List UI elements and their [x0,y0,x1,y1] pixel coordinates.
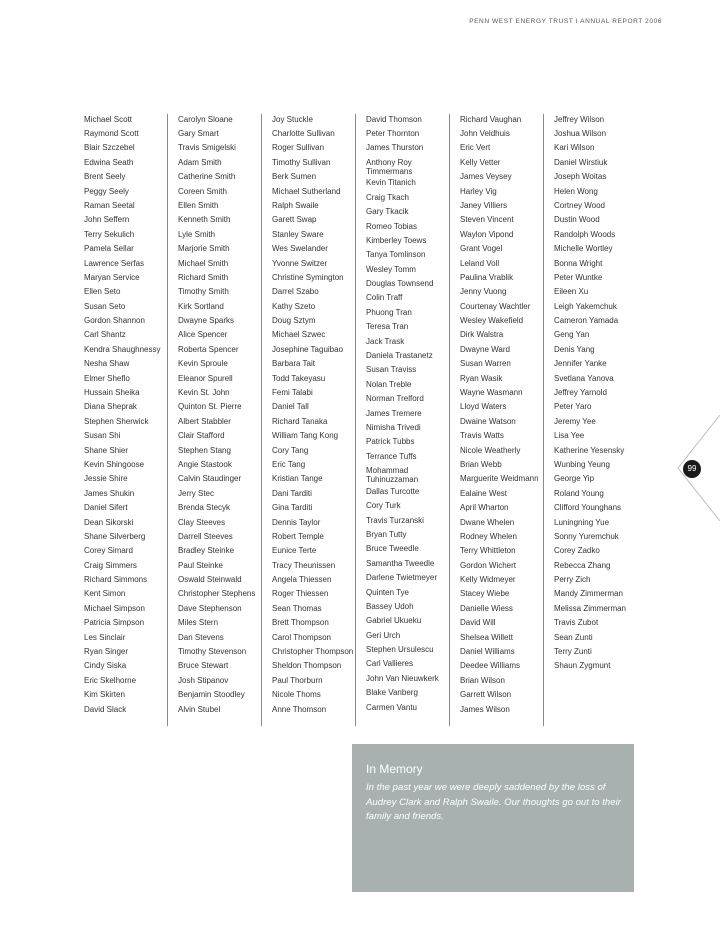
in-memory-box [352,744,634,892]
list-item: Stephen Stang [178,445,231,455]
list-item: Geri Urch [366,630,401,640]
list-item: Mohammad Tuhinuzzaman [366,466,419,485]
list-item: David Thomson [366,114,422,124]
list-item: Terry Sekulich [84,229,135,239]
list-item: Alvin Stubel [178,704,221,714]
list-item: Angie Stastook [178,459,232,469]
list-item: Joseph Woitas [554,172,607,182]
list-item: Travis Watts [460,431,504,441]
list-item: Nesha Shaw [84,359,130,369]
list-item: Sean Zunti [554,632,593,642]
in-memory-text: In the past year we were deeply saddened by the loss of Audrey Clark and Ralph Swaile. Our thoughts go out to their family and friends. [366,782,621,822]
in-memory-title: In Memory [366,762,423,776]
list-item: Jennifer Yanke [554,359,607,369]
list-item: Kevin St. John [178,388,230,398]
list-item: Sheldon Thompson [272,661,342,671]
list-item: Joy Stuckle [272,114,313,124]
list-item: Dean Sikorski [84,517,134,527]
list-item: Josephine Taguibao [272,344,344,354]
list-item: Shelsea Willett [460,632,513,642]
list-item: Barbara Tait [272,359,315,369]
name-list [454,112,547,716]
list-item: Gordon Shannon [84,316,145,326]
list-item: Sonny Yuremchuk [554,531,619,541]
list-item: Jerry Stec [178,488,215,498]
list-item: Clair Stafford [178,431,225,441]
list-item: Geng Yan [554,330,590,340]
list-item: Kimberley Toews [366,235,427,245]
list-item: Oswald Steinwald [178,575,242,585]
list-item: Teresa Tran [366,322,409,332]
list-item: Edwina Seath [84,157,134,167]
list-item: Yvonne Switzer [272,258,328,268]
list-item: Ralph Swaile [272,200,319,210]
list-item: Bonna Wright [554,258,603,268]
list-item: Brian Wilson [460,675,505,685]
list-item: Wesley Wakefield [460,316,524,326]
list-item: Alice Spencer [178,330,228,340]
list-item: Miles Stern [178,618,219,628]
list-item: Eric Tang [272,459,306,469]
list-item: Dallas Turcotte [366,486,420,496]
list-item: Dani Tarditi [272,488,312,498]
list-item: Eunice Terte [272,546,317,556]
list-item: Anne Thomson [272,704,327,714]
list-item: Patricia Simpson [84,618,145,628]
list-item: Dwane Whelen [460,517,515,527]
list-item: Kathy Szeto [272,301,316,311]
list-item: Roger Sullivan [272,143,325,153]
name-column-5 [454,112,547,732]
list-item: Blair Szczebel [84,143,135,153]
name-list [266,112,359,716]
list-item: Daniel Wirstiuk [554,157,608,167]
list-item: Kirk Sortland [178,301,224,311]
list-item: Doug Sztym [272,316,316,326]
list-item: Wayne Wasmann [460,388,523,398]
list-item: Bruce Stewart [178,661,229,671]
list-item: Svetlana Yanova [554,373,614,383]
list-item: Rebecca Zhang [554,560,611,570]
list-item: Patrick Tubbs [366,437,415,447]
list-item: Christopher Thompson [272,647,354,657]
list-item: Kenneth Smith [178,215,231,225]
list-item: Timothy Stevenson [178,647,247,657]
list-item: Joshua Wilson [554,128,607,138]
list-item: Dwayne Ward [460,344,510,354]
list-item: Wesley Tomm [366,264,416,274]
list-item: Angela Thiessen [272,575,332,585]
list-item: Steven Vincent [460,215,514,225]
list-item: Dan Stevens [178,632,224,642]
list-item: Timothy Smith [178,287,229,297]
list-item: Daniel Williams [460,647,515,657]
list-item: Susan Shi [84,431,121,441]
list-item: Quinton St. Pierre [178,402,242,412]
list-item: Travis Turzanski [366,515,424,525]
list-item: Roland Young [554,488,604,498]
list-item: Kent Simon [84,589,126,599]
list-item: April Wharton [460,503,509,513]
list-item: James Tremere [366,408,422,418]
list-item: Darrell Steeves [178,531,233,541]
list-item: Gary Smart [178,128,219,138]
list-item: Peggy Seely [84,186,129,196]
list-item: John Veldhuis [460,128,510,138]
list-item: James Veysey [460,172,512,182]
list-item: Colin Traff [366,293,403,303]
list-item: Michael Szwec [272,330,326,340]
list-item: Lloyd Waters [460,402,507,412]
list-item: Waylon Vipond [460,229,514,239]
list-item: Gabriel Ukueku [366,616,422,626]
list-item: Robert Temple [272,531,324,541]
list-item: Nolan Treble [366,379,412,389]
list-item: Carl Shantz [84,330,126,340]
list-item: Jeffrey Wilson [554,114,605,124]
list-item: Carl Vallieres [366,659,413,669]
name-column-3 [266,112,359,732]
list-item: Eleanor Spurell [178,373,233,383]
list-item: Anthony Roy Timmermans [366,157,413,176]
list-item: Richard Simmons [84,575,148,585]
list-item: Cindy Siska [84,661,127,671]
list-item: Eric Vert [460,143,491,153]
list-item: Lyle Smith [178,229,216,239]
list-item: Daniel Sifert [84,503,128,513]
list-item: Denis Yang [554,344,595,354]
list-item: Grant Vogel [460,244,503,254]
list-item: Jeremy Yee [554,416,596,426]
list-item: Kevin Titanich [366,178,416,188]
list-item: Todd Takeyasu [272,373,326,383]
list-item: Craig Tkach [366,192,409,202]
list-item: Wunbing Yeung [554,459,610,469]
list-item: Ealaine West [460,488,507,498]
list-item: Terry Zunti [554,647,592,657]
list-item: Kim Skirten [84,690,125,700]
list-item: Jeffrey Yarnold [554,388,607,398]
list-item: Katherine Yesensky [554,445,625,455]
list-item: Michael Sutherland [272,186,341,196]
list-item: Danielle Wiess [460,603,513,613]
list-item: Corey Simard [84,546,133,556]
list-item: Kari Wilson [554,143,595,153]
list-item: Norman Trelford [366,394,424,404]
list-item: Shane Silverberg [84,531,146,541]
list-item: Terry Whittleton [460,546,516,556]
list-item: Dwayne Sparks [178,316,235,326]
name-list [360,112,453,714]
list-item: Ellen Seto [84,287,121,297]
list-item: Charlotte Sullivan [272,128,335,138]
list-item: Carolyn Sloane [178,114,233,124]
list-item: Dustin Wood [554,215,600,225]
list-item: Kristian Tange [272,474,323,484]
list-item: Brett Thompson [272,618,329,628]
list-item: James Thurston [366,143,424,153]
list-item: John Van Nieuwkerk [366,673,439,683]
list-item: Kevin Sproule [178,359,228,369]
list-item: Femi Talabi [272,388,313,398]
list-item: Richard Vaughan [460,114,522,124]
list-item: James Shukin [84,488,135,498]
list-item: Marguerite Weidmann [460,474,539,484]
list-item: Susan Seto [84,301,126,311]
list-item: Stephen Ursulescu [366,645,434,655]
list-item: Michelle Wortley [554,244,613,254]
list-item: Adam Smith [178,157,222,167]
list-item: Lisa Yee [554,431,585,441]
list-item: James Wilson [460,704,510,714]
list-item: John Seffern [84,215,130,225]
list-item: Marjorie Smith [178,244,230,254]
list-item: Leigh Yakemchuk [554,301,617,311]
list-item: Dwaine Watson [460,416,516,426]
list-item: Sean Thomas [272,603,322,613]
list-item: Kelly Vetter [460,157,501,167]
list-item: Clay Steeves [178,517,226,527]
list-item: Rodney Whelen [460,531,517,541]
list-item: Benjamin Stoodley [178,690,245,700]
list-item: Travis Zubot [554,618,599,628]
list-item: David Will [460,618,496,628]
list-item: Clifford Younghans [554,503,622,513]
list-item: Melissa Zimmerman [554,603,627,613]
list-item: Ryan Wasik [460,373,503,383]
list-item: Douglas Townsend [366,279,434,289]
list-item: Bruce Tweedle [366,544,419,554]
name-list [172,112,265,716]
list-item: Garett Swap [272,215,317,225]
list-item: Michael Simpson [84,603,145,613]
list-item: Quinten Tye [366,587,409,597]
page-number-badge: 99 [683,460,701,478]
list-item: Susan Traviss [366,365,417,375]
list-item: Cory Turk [366,501,401,511]
list-item: Richard Smith [178,272,229,282]
list-item: Calvin Staudinger [178,474,242,484]
list-item: Eileen Xu [554,287,589,297]
list-item: Janey Villiers [460,200,507,210]
employee-name-columns [78,112,638,732]
list-item: Dave Stephenson [178,603,242,613]
list-item: Ryan Singer [84,647,129,657]
list-item: Diana Sheprak [84,402,137,412]
list-item: Bradley Steinke [178,546,235,556]
list-item: Stacey Wiebe [460,589,510,599]
list-item: Darrel Szabo [272,287,319,297]
list-item: Jenny Vuong [460,287,507,297]
list-item: Albert Stabbler [178,416,231,426]
list-item: Samantha Tweedle [366,558,435,568]
list-item: Kevin Shingoose [84,459,145,469]
list-item: Michael Smith [178,258,229,268]
list-item: Bassey Udoh [366,601,414,611]
list-item: Ellen Smith [178,200,219,210]
list-item: Stephen Sherwick [84,416,149,426]
list-item: Romeo Tobias [366,221,417,231]
list-item: Peter Thornton [366,128,420,138]
list-item: Christopher Stephens [178,589,256,599]
list-item: George Yip [554,474,595,484]
list-item: Christine Symington [272,272,344,282]
list-item: Harley Vig [460,186,497,196]
list-item: Josh Stipanov [178,675,229,685]
list-item: Travis Smigelski [178,143,236,153]
list-item: Carmen Vantu [366,702,417,712]
list-item: Shaun Zygmunt [554,661,611,671]
list-item: Gina Tarditi [272,503,313,513]
list-item: Dennis Taylor [272,517,321,527]
list-item: Shane Shier [84,445,129,455]
list-item: Blake Vanberg [366,688,418,698]
list-item: Elmer Sheflo [84,373,130,383]
list-item: Susan Warren [460,359,511,369]
list-item: Brenda Stecyk [178,503,231,513]
list-item: Berk Sumen [272,172,317,182]
list-item: Peter Yaro [554,402,592,412]
list-item: Paul Thorburn [272,675,323,685]
list-item: Tanya Tomlinson [366,250,426,260]
list-item: Les Sinclair [84,632,126,642]
list-item: Eric Skelhorne [84,675,137,685]
list-item: Daniela Trastanetz [366,351,433,361]
list-item: Luningning Yue [554,517,610,527]
list-item: Lawrence Serfas [84,258,145,268]
list-item: Bryan Tutty [366,529,407,539]
list-item: Garrett Wilson [460,690,512,700]
list-item: Helen Wong [554,186,598,196]
list-item: Nicole Weatherly [460,445,521,455]
report-header: PENN WEST ENERGY TRUST I ANNUAL REPORT 2006 [469,18,662,25]
list-item: Roger Thiessen [272,589,329,599]
list-item: Gordon Wichert [460,560,517,570]
list-item: Paul Steinke [178,560,223,570]
list-item: Darlene Twietmeyer [366,573,437,583]
name-column-6 [548,112,641,732]
list-item: Mandy Zimmerman [554,589,623,599]
list-item: Brent Seely [84,172,126,182]
list-item: Dirk Walstra [460,330,504,340]
list-item: Nicole Thoms [272,690,321,700]
list-item: Kendra Shaughnessy [84,344,161,354]
list-item: Jessie Shire [84,474,128,484]
list-item: Randolph Woods [554,229,616,239]
list-item: Terrance Tuffs [366,451,417,461]
list-item: David Slack [84,704,127,714]
list-item: Coreen Smith [178,186,227,196]
name-list [548,112,641,673]
list-item: Roberta Spencer [178,344,239,354]
list-item: Courtenay Wachtler [460,301,531,311]
list-item: Stanley Sware [272,229,324,239]
list-item: Corey Zadko [554,546,600,556]
list-item: Paulina Vrablik [460,272,514,282]
list-item: Phuong Tran [366,307,412,317]
list-item: Pamela Sellar [84,244,134,254]
list-item: Maryan Service [84,272,140,282]
name-column-1 [78,112,171,732]
list-item: Catherine Smith [178,172,236,182]
list-item: Michael Scott [84,114,133,124]
list-item: Nimisha Trivedi [366,423,421,432]
list-item: Brian Webb [460,459,502,469]
list-item: Raman Seetal [84,200,135,210]
name-list [78,112,171,716]
list-item: Richard Tanaka [272,416,328,426]
list-item: Craig Simmers [84,560,137,570]
list-item: Perry Zich [554,575,591,585]
list-item: Raymond Scott [84,128,139,138]
name-column-4 [360,112,453,732]
list-item: Tracy Theunissen [272,560,336,570]
list-item: Hussain Sheika [84,388,140,398]
list-item: Kelly Widmeyer [460,575,516,585]
list-item: Cortney Wood [554,200,605,210]
name-column-2 [172,112,265,732]
list-item: Wes Swelander [272,244,328,254]
list-item: Deedee Williams [460,661,521,671]
list-item: Daniel Tall [272,402,309,412]
list-item: Leland Voll [460,258,500,268]
list-item: Gary Tkacik [366,207,409,217]
list-item: Carol Thompson [272,632,331,642]
list-item: Jack Trask [366,336,405,346]
list-item: William Tang Kong [272,431,339,441]
list-item: Peter Wuntke [554,272,603,282]
list-item: Cory Tang [272,445,309,455]
list-item: Timothy Sullivan [272,157,331,167]
list-item: Cameron Yamada [554,316,619,326]
